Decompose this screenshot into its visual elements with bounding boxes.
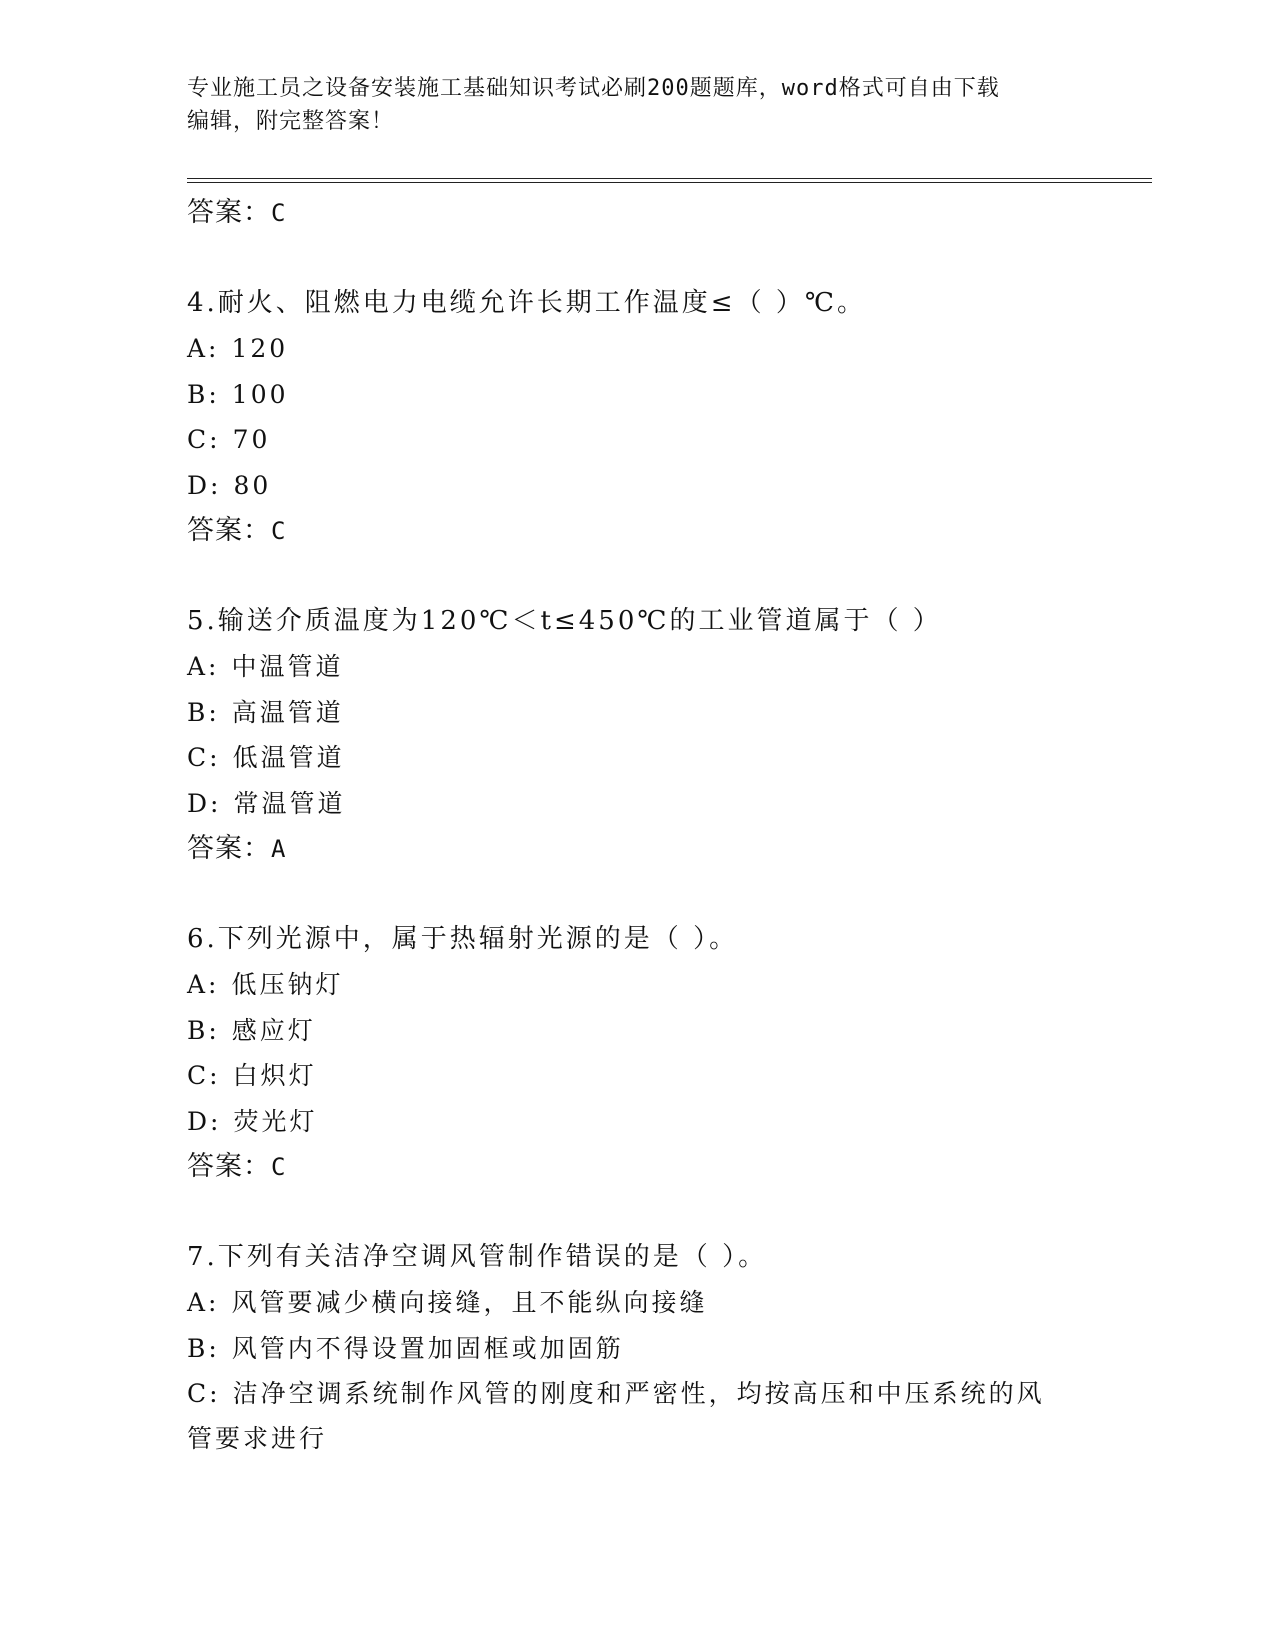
question-stem: 7.下列有关洁净空调风管制作错误的是（ ）。 (187, 1242, 768, 1272)
question-list (187, 190, 1087, 1461)
answer-line (187, 826, 1087, 872)
answer-line (187, 508, 1087, 554)
option-c (187, 1053, 1087, 1099)
answer-label: 答案： (187, 197, 271, 228)
question-block (187, 598, 1087, 872)
answer-label: 答案： (187, 515, 271, 546)
answer-value: C (271, 1153, 287, 1181)
option-a (187, 1280, 1087, 1326)
answer-line (187, 1144, 1087, 1190)
question-stem: 6.下列光源中，属于热辐射光源的是（ ）。 (187, 924, 739, 954)
option-text: 风管要减少横向接缝，且不能纵向接缝 (231, 1288, 708, 1317)
option-text: 中温管道 (231, 652, 344, 681)
option-text: 低温管道 (232, 743, 345, 772)
question-stem: 5.输送介质温度为120℃＜t≤450℃的工业管道属于（ ） (187, 606, 942, 636)
option-label: D: (187, 470, 222, 500)
option-b (187, 372, 1087, 418)
option-c (187, 735, 1087, 781)
option-label: A: (187, 334, 220, 363)
option-d (187, 1099, 1087, 1145)
option-text: 低压钠灯 (231, 970, 344, 999)
option-text: 高温管道 (231, 697, 344, 727)
answer-value: C (271, 517, 287, 545)
document-header (187, 72, 1067, 138)
option-text: 荧光灯 (233, 1106, 318, 1136)
option-label: C: (187, 1061, 221, 1090)
option-text: 感应灯 (231, 1015, 316, 1045)
option-text: 120 (231, 334, 289, 363)
option-text: 100 (231, 379, 289, 409)
question-stem: 4.耐火、阻燃电力电缆允许长期工作温度≤（ ）℃。 (187, 288, 866, 318)
option-label: A: (187, 970, 220, 999)
option-b (187, 1008, 1087, 1054)
option-text: 风管内不得设置加固框或加固筋 (231, 1333, 624, 1363)
answer-value: C (271, 199, 287, 227)
option-a (187, 326, 1087, 372)
answer-value: A (271, 835, 287, 863)
header-divider-bottom (187, 182, 1152, 183)
option-label: C: (187, 425, 221, 454)
header-line-1: 专业施工员之设备安装施工基础知识考试必刷200题题库，word格式可自由下载 (187, 76, 1000, 101)
option-a (187, 962, 1087, 1008)
question-block (187, 280, 1087, 554)
option-label: B: (187, 697, 220, 727)
option-label: D: (187, 1106, 222, 1136)
header-divider-top (187, 178, 1152, 179)
header-line-2: 编辑，附完整答案！ (187, 109, 395, 134)
option-label: C: (187, 1379, 221, 1408)
option-text: 80 (233, 470, 272, 500)
answer-label: 答案： (187, 833, 271, 864)
option-d (187, 463, 1087, 509)
option-label: C: (187, 743, 221, 772)
question-block (187, 916, 1087, 1190)
option-text: 洁净空调系统制作风管的刚度和严密性，均按高压和中压系统的风管要求进行 (187, 1379, 1045, 1453)
answer-label: 答案： (187, 1151, 271, 1182)
option-text: 70 (232, 425, 271, 454)
option-label: B: (187, 379, 220, 409)
option-label: D: (187, 788, 222, 818)
option-text: 白炽灯 (232, 1061, 317, 1090)
option-a (187, 644, 1087, 690)
option-label: B: (187, 1015, 220, 1045)
option-b (187, 690, 1087, 736)
option-label: B: (187, 1333, 220, 1363)
option-label: A: (187, 652, 220, 681)
option-label: A: (187, 1288, 220, 1317)
option-c (187, 1371, 1067, 1461)
option-text: 常温管道 (233, 788, 346, 818)
question-block (187, 1234, 1087, 1461)
option-b (187, 1326, 1087, 1372)
option-c (187, 417, 1087, 463)
answer-line (187, 190, 1087, 236)
option-d (187, 781, 1087, 827)
